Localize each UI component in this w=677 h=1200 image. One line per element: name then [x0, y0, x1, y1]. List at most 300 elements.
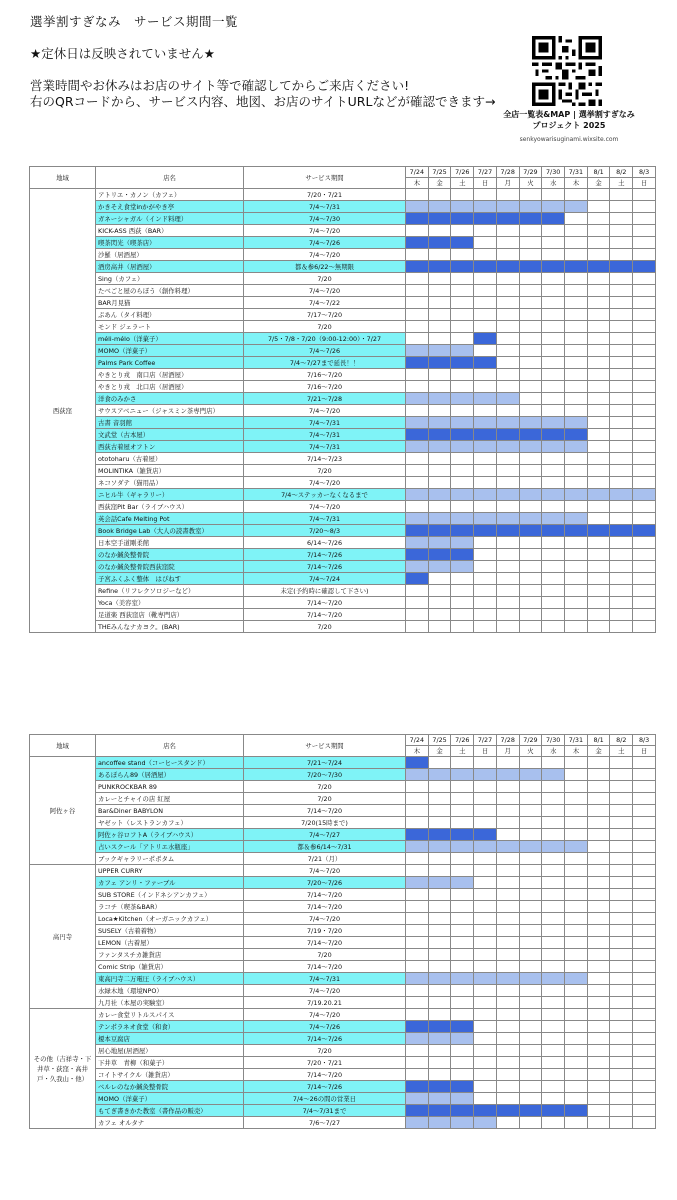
day-cell — [565, 1117, 588, 1129]
weekday-header: 日 — [474, 178, 497, 189]
day-cell — [565, 853, 588, 865]
day-cell — [474, 1045, 497, 1057]
day-cell — [565, 213, 588, 225]
day-cell — [428, 237, 451, 249]
shop-name: ベルレのなか鍼灸整骨院 — [96, 1081, 244, 1093]
day-cell — [610, 1033, 633, 1045]
day-cell — [542, 513, 565, 525]
table-row — [30, 285, 656, 297]
day-cell — [610, 381, 633, 393]
date-header: 8/3 — [633, 735, 656, 746]
day-cell — [542, 853, 565, 865]
day-cell — [610, 513, 633, 525]
day-cell — [587, 1057, 610, 1069]
table-row — [30, 585, 656, 597]
table-row — [30, 609, 656, 621]
day-cell — [496, 225, 519, 237]
day-cell — [633, 201, 656, 213]
day-cell — [406, 369, 429, 381]
day-cell — [542, 877, 565, 889]
day-cell — [496, 621, 519, 633]
table-row — [30, 597, 656, 609]
day-cell — [565, 781, 588, 793]
day-cell — [451, 585, 474, 597]
day-cell — [565, 549, 588, 561]
day-cell — [474, 889, 497, 901]
weekday-header: 月 — [496, 178, 519, 189]
day-cell — [633, 597, 656, 609]
day-cell — [406, 817, 429, 829]
day-cell — [406, 1117, 429, 1129]
service-period: 都＆参6/14～7/31 — [244, 841, 406, 853]
table-row — [30, 913, 656, 925]
day-cell — [565, 417, 588, 429]
day-cell — [587, 453, 610, 465]
service-period: 7/19.20.21 — [244, 997, 406, 1009]
day-cell — [633, 769, 656, 781]
day-cell — [633, 333, 656, 345]
day-cell — [565, 189, 588, 201]
day-cell — [565, 273, 588, 285]
service-period: 未定(予約時に確認して下さい) — [244, 585, 406, 597]
weekday-header: 日 — [633, 746, 656, 757]
day-cell — [542, 201, 565, 213]
day-cell — [519, 913, 542, 925]
table-row — [30, 189, 656, 201]
table-row — [30, 1057, 656, 1069]
date-header: 7/28 — [496, 167, 519, 178]
day-cell — [474, 781, 497, 793]
day-cell — [587, 573, 610, 585]
day-cell — [406, 213, 429, 225]
day-cell — [428, 609, 451, 621]
shop-name: Yoca（美容室） — [96, 597, 244, 609]
day-cell — [406, 297, 429, 309]
day-cell — [428, 1009, 451, 1021]
day-cell — [565, 937, 588, 949]
shop-name: Refine（リフレクソロジーなど） — [96, 585, 244, 597]
day-cell — [451, 853, 474, 865]
day-cell — [406, 829, 429, 841]
day-cell — [428, 1021, 451, 1033]
shop-name: 酒房高井（居酒屋） — [96, 261, 244, 273]
day-cell — [633, 285, 656, 297]
day-cell — [633, 805, 656, 817]
day-cell — [587, 829, 610, 841]
day-cell — [496, 1057, 519, 1069]
day-cell — [406, 1033, 429, 1045]
day-cell — [633, 865, 656, 877]
day-cell — [519, 769, 542, 781]
day-cell — [633, 189, 656, 201]
day-cell — [565, 513, 588, 525]
day-cell — [610, 853, 633, 865]
day-cell — [610, 189, 633, 201]
service-period: 7/4～7/26 — [244, 1021, 406, 1033]
day-cell — [542, 393, 565, 405]
day-cell — [633, 429, 656, 441]
day-cell — [428, 793, 451, 805]
day-cell — [587, 1045, 610, 1057]
day-cell — [587, 429, 610, 441]
day-cell — [587, 537, 610, 549]
day-cell — [451, 1081, 474, 1093]
day-cell — [587, 381, 610, 393]
day-cell — [428, 297, 451, 309]
day-cell — [519, 997, 542, 1009]
service-period: 7/20 — [244, 1045, 406, 1057]
date-header: 8/1 — [587, 167, 610, 178]
service-period: 7/4～7/20 — [244, 249, 406, 261]
day-cell — [519, 321, 542, 333]
table-row — [30, 513, 656, 525]
day-cell — [565, 405, 588, 417]
qr-url[interactable]: senkyowarisuginami.wixsite.com — [519, 136, 619, 143]
day-cell — [610, 357, 633, 369]
day-cell — [633, 441, 656, 453]
table-row — [30, 213, 656, 225]
table-row — [30, 757, 656, 769]
table-row — [30, 853, 656, 865]
weekday-header: 木 — [565, 178, 588, 189]
day-cell — [406, 889, 429, 901]
service-period: 7/4～26の間の営業日 — [244, 1093, 406, 1105]
day-cell — [542, 345, 565, 357]
day-cell — [565, 525, 588, 537]
table-row — [30, 1045, 656, 1057]
table-row — [30, 985, 656, 997]
shop-name: のなか鍼灸整骨院 — [96, 549, 244, 561]
day-cell — [406, 841, 429, 853]
day-cell — [633, 1117, 656, 1129]
day-cell — [496, 961, 519, 973]
day-cell — [610, 393, 633, 405]
day-cell — [519, 609, 542, 621]
service-period: 7/21～7/28 — [244, 393, 406, 405]
day-cell — [406, 381, 429, 393]
day-cell — [451, 1057, 474, 1069]
day-cell — [406, 913, 429, 925]
day-cell — [610, 285, 633, 297]
day-cell — [610, 453, 633, 465]
table-row — [30, 817, 656, 829]
day-cell — [474, 213, 497, 225]
table-row — [30, 405, 656, 417]
day-cell — [428, 249, 451, 261]
day-cell — [474, 285, 497, 297]
service-period: 7/4～7/27まで延長！！ — [244, 357, 406, 369]
weekday-header: 木 — [406, 178, 429, 189]
day-cell — [542, 225, 565, 237]
day-cell — [428, 465, 451, 477]
day-cell — [451, 877, 474, 889]
day-cell — [474, 985, 497, 997]
day-cell — [587, 597, 610, 609]
day-cell — [519, 561, 542, 573]
day-cell — [519, 961, 542, 973]
table-row — [30, 1009, 656, 1021]
table-row — [30, 441, 656, 453]
day-cell — [587, 345, 610, 357]
day-cell — [587, 321, 610, 333]
day-cell — [565, 357, 588, 369]
day-cell — [451, 549, 474, 561]
day-cell — [542, 309, 565, 321]
shop-name: ヤゼット（レストランカフェ） — [96, 817, 244, 829]
schedule-table-2 — [29, 734, 656, 1129]
shop-name: ancoffee stand（コーヒースタンド） — [96, 757, 244, 769]
day-cell — [587, 793, 610, 805]
day-cell — [451, 757, 474, 769]
day-cell — [633, 225, 656, 237]
weekday-header: 日 — [474, 746, 497, 757]
day-cell — [496, 501, 519, 513]
table-row — [30, 549, 656, 561]
day-cell — [633, 369, 656, 381]
day-cell — [587, 549, 610, 561]
day-cell — [451, 1021, 474, 1033]
day-cell — [633, 213, 656, 225]
day-cell — [496, 1045, 519, 1057]
date-header: 7/29 — [519, 735, 542, 746]
day-cell — [406, 261, 429, 273]
day-cell — [406, 357, 429, 369]
weekday-header: 土 — [451, 746, 474, 757]
table-row — [30, 621, 656, 633]
day-cell — [428, 597, 451, 609]
day-cell — [565, 321, 588, 333]
day-cell — [542, 357, 565, 369]
day-cell — [428, 429, 451, 441]
day-cell — [406, 465, 429, 477]
day-cell — [542, 949, 565, 961]
day-cell — [633, 261, 656, 273]
day-cell — [451, 793, 474, 805]
day-cell — [519, 297, 542, 309]
day-cell — [406, 549, 429, 561]
day-cell — [587, 1093, 610, 1105]
day-cell — [565, 1045, 588, 1057]
weekday-header: 火 — [519, 746, 542, 757]
day-cell — [406, 997, 429, 1009]
date-header: 7/27 — [474, 167, 497, 178]
date-header: 7/25 — [428, 735, 451, 746]
day-cell — [542, 489, 565, 501]
day-cell — [519, 441, 542, 453]
day-cell — [496, 829, 519, 841]
day-cell — [565, 817, 588, 829]
day-cell — [565, 1069, 588, 1081]
table-row — [30, 805, 656, 817]
day-cell — [451, 525, 474, 537]
day-cell — [428, 453, 451, 465]
day-cell — [633, 757, 656, 769]
shop-name: 九月社（本屋の実験室） — [96, 997, 244, 1009]
day-cell — [474, 757, 497, 769]
day-cell — [610, 937, 633, 949]
shop-name: ファンタスチカ雑貨店 — [96, 949, 244, 961]
day-cell — [474, 769, 497, 781]
table-row — [30, 345, 656, 357]
day-cell — [542, 937, 565, 949]
day-cell — [587, 609, 610, 621]
day-cell — [565, 793, 588, 805]
table-row — [30, 901, 656, 913]
day-cell — [610, 441, 633, 453]
instruction-line-1: 営業時間やお休みはお店のサイト等で確認してからご来店ください! — [30, 78, 410, 93]
day-cell — [474, 609, 497, 621]
day-cell — [519, 429, 542, 441]
day-cell — [519, 213, 542, 225]
service-period: 7/6～7/27 — [244, 1117, 406, 1129]
day-cell — [451, 1009, 474, 1021]
day-cell — [633, 829, 656, 841]
day-cell — [633, 925, 656, 937]
day-cell — [565, 237, 588, 249]
day-cell — [565, 249, 588, 261]
day-cell — [406, 405, 429, 417]
service-period: 7/4～ステッカーなくなるまで — [244, 489, 406, 501]
day-cell — [587, 201, 610, 213]
day-cell — [474, 585, 497, 597]
day-cell — [633, 1057, 656, 1069]
day-cell — [542, 333, 565, 345]
day-cell — [519, 1009, 542, 1021]
day-cell — [565, 537, 588, 549]
day-cell — [587, 249, 610, 261]
day-cell — [496, 537, 519, 549]
table-row — [30, 769, 656, 781]
day-cell — [474, 321, 497, 333]
day-cell — [406, 573, 429, 585]
day-cell — [519, 805, 542, 817]
day-cell — [633, 901, 656, 913]
shop-name: モンド ジェラート — [96, 321, 244, 333]
day-cell — [587, 913, 610, 925]
day-cell — [451, 297, 474, 309]
day-cell — [474, 309, 497, 321]
day-cell — [542, 1117, 565, 1129]
day-cell — [587, 985, 610, 997]
weekday-header: 木 — [565, 746, 588, 757]
day-cell — [474, 477, 497, 489]
day-cell — [428, 949, 451, 961]
day-cell — [474, 1021, 497, 1033]
day-cell — [496, 333, 519, 345]
day-cell — [406, 937, 429, 949]
day-cell — [633, 525, 656, 537]
day-cell — [519, 1093, 542, 1105]
day-cell — [542, 525, 565, 537]
service-period: 7/14～7/20 — [244, 805, 406, 817]
weekday-header: 金 — [428, 746, 451, 757]
shop-name: Loca★Kitchen（オーガニックカフェ） — [96, 913, 244, 925]
day-cell — [565, 381, 588, 393]
day-cell — [496, 913, 519, 925]
day-cell — [542, 597, 565, 609]
qr-code-icon[interactable] — [532, 36, 602, 106]
day-cell — [428, 333, 451, 345]
service-period: 7/14～7/20 — [244, 609, 406, 621]
day-cell — [474, 1117, 497, 1129]
day-cell — [519, 225, 542, 237]
day-cell — [565, 621, 588, 633]
day-cell — [474, 793, 497, 805]
day-cell — [565, 913, 588, 925]
day-cell — [428, 501, 451, 513]
service-period: 7/4～7/20 — [244, 1009, 406, 1021]
day-cell — [406, 1009, 429, 1021]
day-cell — [474, 189, 497, 201]
day-cell — [610, 549, 633, 561]
table-row — [30, 249, 656, 261]
service-period: 7/14～7/23 — [244, 453, 406, 465]
day-cell — [633, 985, 656, 997]
day-cell — [587, 369, 610, 381]
day-cell — [428, 405, 451, 417]
day-cell — [565, 393, 588, 405]
day-cell — [519, 1021, 542, 1033]
day-cell — [496, 261, 519, 273]
day-cell — [542, 321, 565, 333]
shop-name: サウスアベニュー（ジャスミン茶専門店） — [96, 405, 244, 417]
day-cell — [406, 793, 429, 805]
day-cell — [428, 1105, 451, 1117]
day-cell — [610, 1045, 633, 1057]
weekday-header: 金 — [428, 178, 451, 189]
day-cell — [496, 465, 519, 477]
day-cell — [587, 1081, 610, 1093]
day-cell — [565, 297, 588, 309]
day-cell — [519, 549, 542, 561]
day-cell — [519, 973, 542, 985]
table-row — [30, 309, 656, 321]
day-cell — [587, 865, 610, 877]
day-cell — [451, 1105, 474, 1117]
day-cell — [428, 841, 451, 853]
day-cell — [406, 1057, 429, 1069]
shop-name: アトリエ・カノン（カフェ） — [96, 189, 244, 201]
day-cell — [610, 985, 633, 997]
day-cell — [451, 309, 474, 321]
day-cell — [610, 621, 633, 633]
day-cell — [542, 1081, 565, 1093]
day-cell — [587, 489, 610, 501]
day-cell — [587, 525, 610, 537]
day-cell — [474, 1093, 497, 1105]
day-cell — [474, 381, 497, 393]
shop-name: Book Bridge Lab（大人の読書教室） — [96, 525, 244, 537]
day-cell — [519, 853, 542, 865]
date-header: 7/27 — [474, 735, 497, 746]
day-cell — [406, 225, 429, 237]
day-cell — [587, 961, 610, 973]
day-cell — [428, 925, 451, 937]
day-cell — [496, 1009, 519, 1021]
date-header: 8/3 — [633, 167, 656, 178]
service-period: 7/21～7/24 — [244, 757, 406, 769]
day-cell — [633, 405, 656, 417]
day-cell — [474, 249, 497, 261]
table-row — [30, 201, 656, 213]
day-cell — [565, 477, 588, 489]
day-cell — [542, 549, 565, 561]
day-cell — [519, 489, 542, 501]
day-cell — [519, 1117, 542, 1129]
day-cell — [587, 561, 610, 573]
day-cell — [519, 949, 542, 961]
day-cell — [496, 949, 519, 961]
